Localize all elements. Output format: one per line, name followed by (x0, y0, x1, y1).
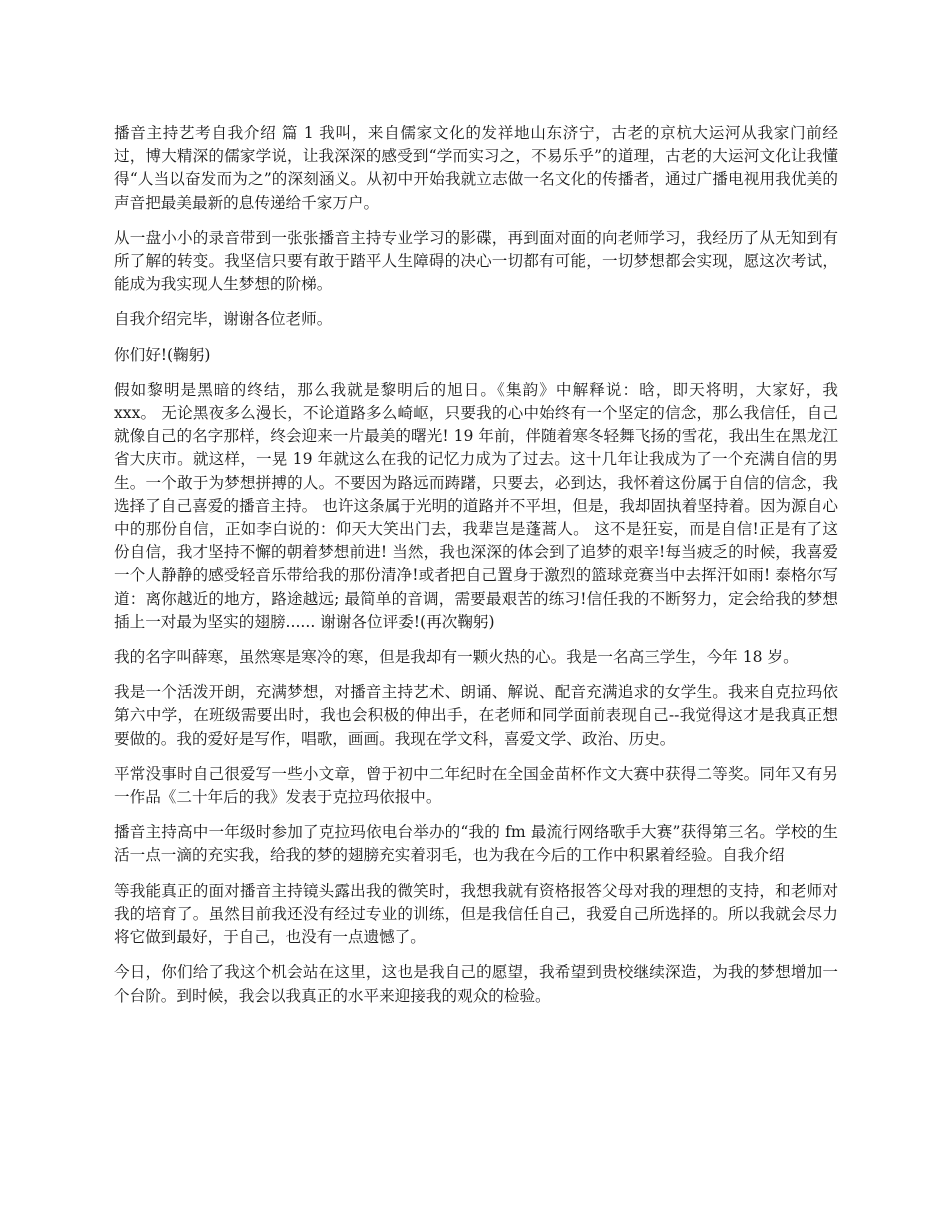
document-body (114, 122, 838, 1020)
paragraph-writing: 平常没事时自己很爱写一些小文章，曾于初中二年纪时在全国金苗杯作文大赛中获得二等奖。同年又有另一作品《二十年后的我》发表于克拉玛依报中。 (114, 764, 838, 807)
paragraph-gratitude: 等我能真正的面对播音主持镜头露出我的微笑时，我想我就有资格报答父母对我的理想的支持，和老师对我的培育了。虽然目前我还没有经过专业的训练，但是我信任自己，我爱自己所选择的。所以我就会尽力将它做到最好，于自己，也没有一点遗憾了。 (114, 881, 838, 947)
paragraph-radio-contest: 播音主持高中一年级时参加了克拉玛依电台举办的“我的 fm 最流行网络歌手大赛”获得第三名。学校的生活一点一滴的充实我，给我的梦的翅膀充实着羽毛，也为我在今后的工作中积累着经验。自我介绍 (114, 823, 838, 865)
paragraph-dawn-speech: 假如黎明是黑暗的终结，那么我就是黎明后的旭日。《集韵》中解释说：晗，即天将明，大家好，我 xxx。 无论黑夜多么漫长，不论道路多么崎岖，只要我的心中始终有一个坚定的信念，那么我信任，自己就像自己的名字那样，终会迎来一片最美的曙光! 19 年前，伴随着寒冬轻舞飞扬的雪花，我出生在黑龙江省大庆市。就这样，一晃 19 年就这么在我的记忆力成为了过去。这十几年让我成为了一个充满自信的男生。一个敢于为梦想拼搏的人。不要因为路远而踌躇，只要去，必到达，我怀着这份属于自信的信念，我选择了自己喜爱的播音主持。 也许这条属于光明的道路并不平坦，但是，我却固执着坚持着。因为源自心中的那份自信，正如李白说的：仰天大笑出门去，我辈岂是蓬蒿人。 这不是狂妄，而是自信!正是有了这份自信，我才坚持不懈的朝着梦想前进! 当然，我也深深的体会到了追梦的艰辛!每当疲乏的时候，我喜爱一个人静静的感受轻音乐带给我的那份清净!或者把自己置身于激烈的篮球竞赛当中去挥汗如雨! 泰格尔写道：离你越近的地方，路途越远; 最简单的音调，需要最艰苦的练习!信任我的不断努力，定会给我的梦想插上一对最为坚实的翅膀...... 谢谢各位评委!(再次鞠躬) (114, 380, 838, 631)
paragraph-thanks: 自我介绍完毕，谢谢各位老师。 (114, 310, 333, 329)
paragraph-greeting: 你们好!(鞠躬) (114, 345, 211, 364)
paragraph-personality: 我是一个活泼开朗，充满梦想，对播音主持艺术、朗诵、解说、配音充满追求的女学生。我来自克拉玛依第六中学，在班级需要出时，我也会积极的伸出手，在老师和同学面前表现自己--我觉得这才是我真正想要做的。我的爱好是写作，唱歌，画画。我现在学文科，喜爱文学、政治、历史。 (114, 683, 838, 748)
paragraph-intro: 播音主持艺考自我介绍 篇 1 我叫，来自儒家文化的发祥地山东济宁，古老的京杭大运河从我家门前经过，博大精深的儒家学说，让我深深的感受到“学而实习之，不易乐乎”的道理，古老的大运河文化让我懂得“人当以奋发而为之”的深刻涵义。从初中开始我就立志做一名文化的传播者，通过广播电视用我优美的声音把最美最新的息传递给千家万户。 (114, 124, 838, 212)
paragraph-closing: 今日，你们给了我这个机会站在这里，这也是我自己的愿望，我希望到贵校继续深造，为我的梦想增加一个台阶。到时候，我会以我真正的水平来迎接我的观众的检验。 (114, 963, 838, 1005)
paragraph-learning: 从一盘小小的录音带到一张张播音主持专业学习的影碟，再到面对面的向老师学习，我经历了从无知到有所了解的转变。我坚信只要有敢于踏平人生障碍的决心一切都有可能，一切梦想都会实现，愿这次考试，能成为我实现人生梦想的阶梯。 (114, 228, 838, 294)
paragraph-name-intro: 我的名字叫薛寒，虽然寒是寒冷的寒，但是我却有一颗火热的心。我是一名高三学生，今年 18 岁。 (114, 648, 799, 667)
